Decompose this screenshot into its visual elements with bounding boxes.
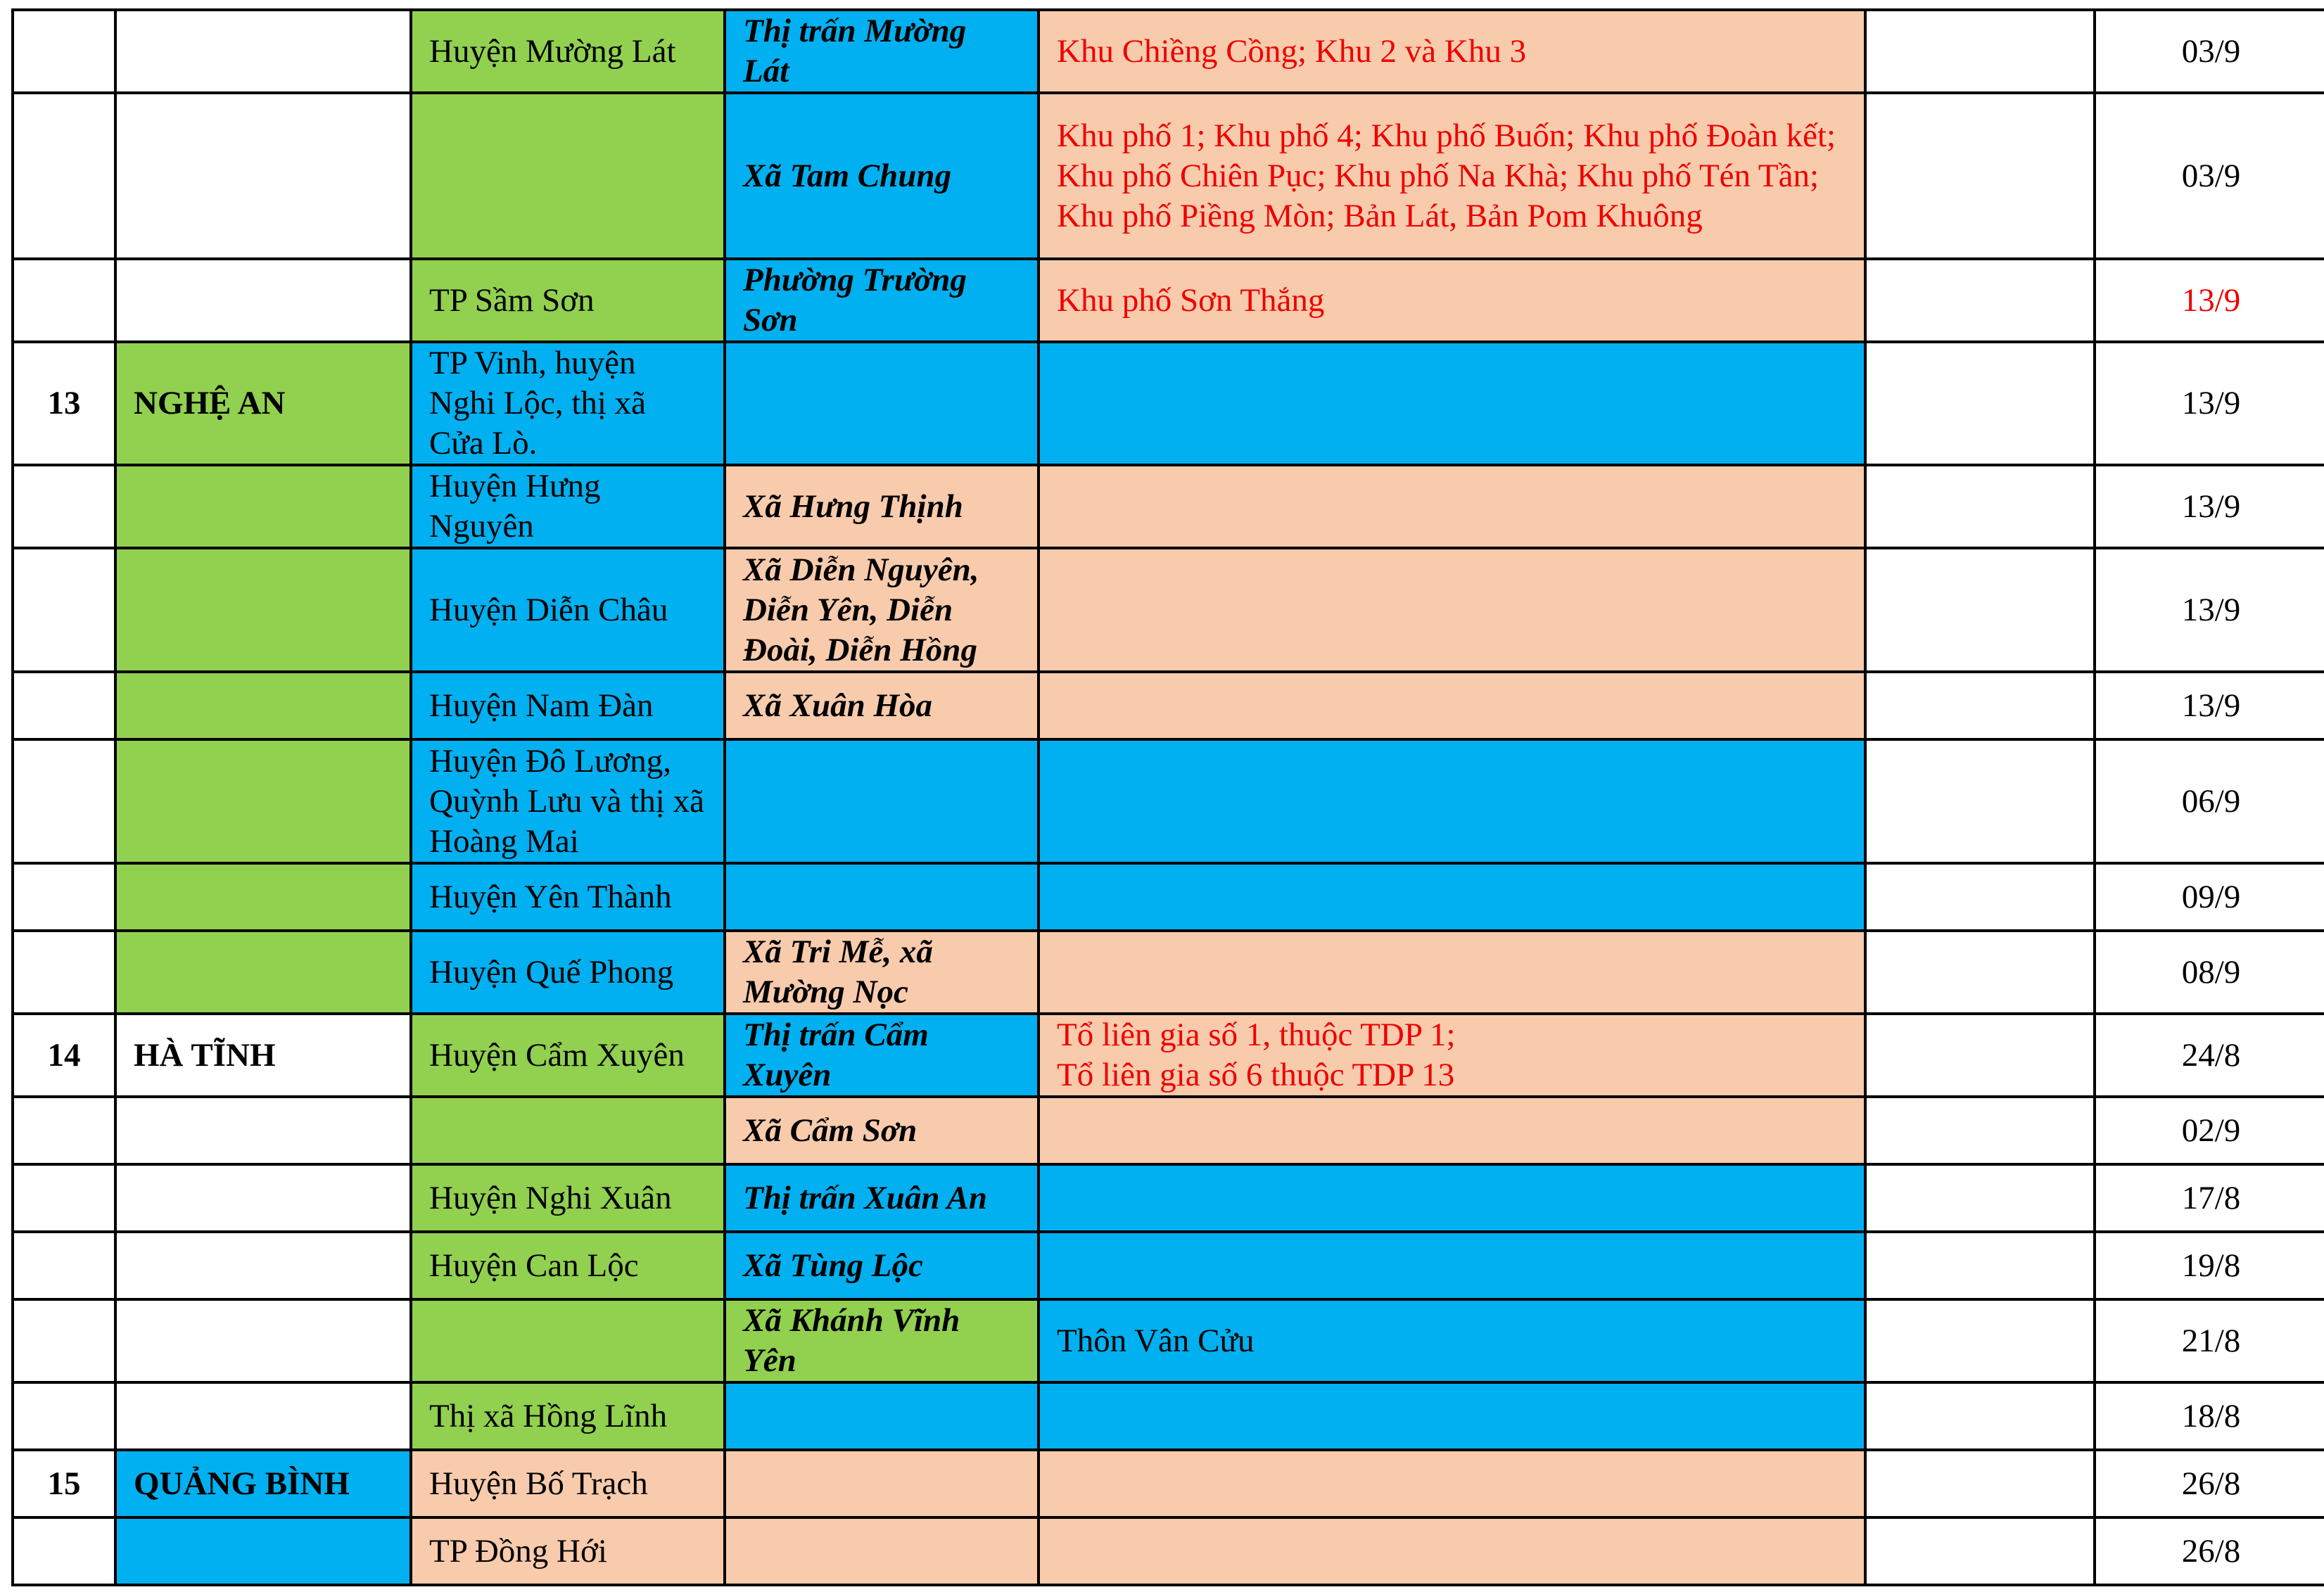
- blank-cell: [1865, 1014, 2095, 1097]
- area-cell: Thị trấn Mường Lát: [725, 10, 1039, 93]
- detail-cell: Khu phố 1; Khu phố 4; Khu phố Buốn; Khu phố Đoàn kết; Khu phố Chiên Pục; Khu phố Na Khà; Khu phố Tén Tần; Khu phố Piềng Mòn; Bản Lát, Bản Pom Khuông: [1039, 93, 1865, 259]
- province-cell: [115, 548, 411, 672]
- province-cell: [115, 259, 411, 342]
- row-number: [13, 739, 115, 863]
- document-page: [11, 8, 2324, 1586]
- area-cell: Phường Trường Sơn: [725, 259, 1039, 342]
- detail-cell: [1039, 1232, 1865, 1299]
- table-row: [13, 1382, 2324, 1450]
- row-number: [13, 259, 115, 342]
- area-cell: Xã Cẩm Sơn: [725, 1097, 1039, 1164]
- table-row: [13, 1097, 2324, 1164]
- area-cell: [725, 1450, 1039, 1517]
- province-cell: NGHỆ AN: [115, 342, 411, 465]
- table-row: [13, 1014, 2324, 1097]
- table-row: [13, 465, 2324, 548]
- detail-cell: [1039, 1014, 1865, 1097]
- table-row: [13, 931, 2324, 1014]
- province-cell: [115, 863, 411, 931]
- district-cell: Huyện Quế Phong: [411, 931, 725, 1014]
- row-number: [13, 1299, 115, 1382]
- province-cell: QUẢNG BÌNH: [115, 1450, 411, 1517]
- detail-cell: [1039, 1382, 1865, 1450]
- date-cell: 13/9: [2095, 342, 2324, 465]
- blank-cell: [1865, 10, 2095, 93]
- district-cell: Huyện Nghi Xuân: [411, 1164, 725, 1232]
- date-cell: 09/9: [2095, 863, 2324, 931]
- date-cell: 13/9: [2095, 548, 2324, 672]
- area-cell: Xã Xuân Hòa: [725, 672, 1039, 739]
- district-cell: TP Đồng Hới: [411, 1517, 725, 1585]
- table-row: [13, 548, 2324, 672]
- detail-cell: [1039, 672, 1865, 739]
- row-number: [13, 1097, 115, 1164]
- table-row: [13, 1299, 2324, 1382]
- table-row: [13, 1450, 2324, 1517]
- blank-cell: [1865, 1450, 2095, 1517]
- province-cell: [115, 672, 411, 739]
- detail-cell: [1039, 342, 1865, 465]
- blank-cell: [1865, 1097, 2095, 1164]
- blank-cell: [1865, 672, 2095, 739]
- district-cell: Huyện Can Lộc: [411, 1232, 725, 1299]
- date-cell: 26/8: [2095, 1450, 2324, 1517]
- district-cell: Huyện Nam Đàn: [411, 672, 725, 739]
- province-cell: [115, 10, 411, 93]
- area-cell: [725, 1382, 1039, 1450]
- district-cell: Huyện Diễn Châu: [411, 548, 725, 672]
- area-cell: Thị trấn Cẩm Xuyên: [725, 1014, 1039, 1097]
- date-cell: 24/8: [2095, 1014, 2324, 1097]
- date-cell: 06/9: [2095, 739, 2324, 863]
- blank-cell: [1865, 342, 2095, 465]
- area-cell: Xã Khánh Vĩnh Yên: [725, 1299, 1039, 1382]
- outbreak-table: [11, 8, 2324, 1586]
- area-cell: Xã Tri Mễ, xã Mường Nọc: [725, 931, 1039, 1014]
- province-cell: [115, 1382, 411, 1450]
- date-cell: 17/8: [2095, 1164, 2324, 1232]
- row-number: 14: [13, 1014, 115, 1097]
- row-number: 15: [13, 1450, 115, 1517]
- district-cell: TP Sầm Sơn: [411, 259, 725, 342]
- district-cell: TP Vinh, huyện Nghi Lộc, thị xã Cửa Lò.: [411, 342, 725, 465]
- province-cell: HÀ TĨNH: [115, 1014, 411, 1097]
- table-row: [13, 10, 2324, 93]
- row-number: [13, 548, 115, 672]
- district-cell: [411, 1299, 725, 1382]
- province-cell: [115, 1232, 411, 1299]
- district-cell: [411, 93, 725, 259]
- date-cell: 21/8: [2095, 1299, 2324, 1382]
- detail-cell: [1039, 1097, 1865, 1164]
- area-cell: Xã Tam Chung: [725, 93, 1039, 259]
- row-number: [13, 1164, 115, 1232]
- blank-cell: [1865, 863, 2095, 931]
- detail-cell: [1039, 548, 1865, 672]
- province-cell: [115, 1517, 411, 1585]
- area-cell: [725, 342, 1039, 465]
- province-cell: [115, 1097, 411, 1164]
- detail-cell: [1039, 1517, 1865, 1585]
- blank-cell: [1865, 465, 2095, 548]
- blank-cell: [1865, 739, 2095, 863]
- province-cell: [115, 931, 411, 1014]
- date-cell: 13/9: [2095, 672, 2324, 739]
- date-cell: 03/9: [2095, 10, 2324, 93]
- date-cell: 08/9: [2095, 931, 2324, 1014]
- blank-cell: [1865, 548, 2095, 672]
- blank-cell: [1865, 1299, 2095, 1382]
- area-cell: [725, 863, 1039, 931]
- province-cell: [115, 1164, 411, 1232]
- detail-cell: [1039, 1164, 1865, 1232]
- blank-cell: [1865, 1517, 2095, 1585]
- detail-cell: Thôn Vân Cửu: [1039, 1299, 1865, 1382]
- table-row: [13, 1232, 2324, 1299]
- detail-cell: Khu Chiềng Cồng; Khu 2 và Khu 3: [1039, 10, 1865, 93]
- blank-cell: [1865, 1232, 2095, 1299]
- blank-cell: [1865, 259, 2095, 342]
- blank-cell: [1865, 93, 2095, 259]
- district-cell: Huyện Cẩm Xuyên: [411, 1014, 725, 1097]
- province-cell: [115, 465, 411, 548]
- table-row: [13, 342, 2324, 465]
- blank-cell: [1865, 1382, 2095, 1450]
- table-row: [13, 1517, 2324, 1585]
- row-number: [13, 863, 115, 931]
- detail-cell: Khu phố Sơn Thắng: [1039, 259, 1865, 342]
- row-number: [13, 931, 115, 1014]
- date-cell: 19/8: [2095, 1232, 2324, 1299]
- row-number: [13, 10, 115, 93]
- table-row: [13, 93, 2324, 259]
- row-number: [13, 1517, 115, 1585]
- detail-cell: [1039, 1450, 1865, 1517]
- table-row: [13, 1164, 2324, 1232]
- district-cell: Thị xã Hồng Lĩnh: [411, 1382, 725, 1450]
- date-cell: 26/8: [2095, 1517, 2324, 1585]
- date-cell: 18/8: [2095, 1382, 2324, 1450]
- date-cell: 02/9: [2095, 1097, 2324, 1164]
- row-number: [13, 672, 115, 739]
- district-cell: Huyện Yên Thành: [411, 863, 725, 931]
- blank-cell: [1865, 931, 2095, 1014]
- detail-line: Tổ liên gia số 1, thuộc TDP 1;: [1057, 1017, 1456, 1053]
- province-cell: [115, 739, 411, 863]
- province-cell: [115, 93, 411, 259]
- district-cell: Huyện Đô Lương, Quỳnh Lưu và thị xã Hoàng Mai: [411, 739, 725, 863]
- row-number: [13, 93, 115, 259]
- detail-cell: [1039, 739, 1865, 863]
- area-cell: Thị trấn Xuân An: [725, 1164, 1039, 1232]
- row-number: [13, 465, 115, 548]
- date-cell: 03/9: [2095, 93, 2324, 259]
- district-cell: Huyện Hưng Nguyên: [411, 465, 725, 548]
- area-cell: Xã Tùng Lộc: [725, 1232, 1039, 1299]
- table-row: [13, 259, 2324, 342]
- district-cell: [411, 1097, 725, 1164]
- detail-cell: [1039, 931, 1865, 1014]
- table-row: [13, 672, 2324, 739]
- area-cell: [725, 739, 1039, 863]
- area-cell: [725, 1517, 1039, 1585]
- detail-line: Tổ liên gia số 6 thuộc TDP 13: [1057, 1057, 1455, 1093]
- detail-cell: [1039, 465, 1865, 548]
- detail-cell: [1039, 863, 1865, 931]
- date-cell: 13/9: [2095, 465, 2324, 548]
- date-cell: 13/9: [2095, 259, 2324, 342]
- province-cell: [115, 1299, 411, 1382]
- table-row: [13, 739, 2324, 863]
- area-cell: Xã Diễn Nguyên, Diễn Yên, Diễn Đoài, Diễn Hồng: [725, 548, 1039, 672]
- blank-cell: [1865, 1164, 2095, 1232]
- row-number: [13, 1382, 115, 1450]
- row-number: [13, 1232, 115, 1299]
- district-cell: Huyện Mường Lát: [411, 10, 725, 93]
- table-row: [13, 863, 2324, 931]
- row-number: 13: [13, 342, 115, 465]
- area-cell: Xã Hưng Thịnh: [725, 465, 1039, 548]
- district-cell: Huyện Bố Trạch: [411, 1450, 725, 1517]
